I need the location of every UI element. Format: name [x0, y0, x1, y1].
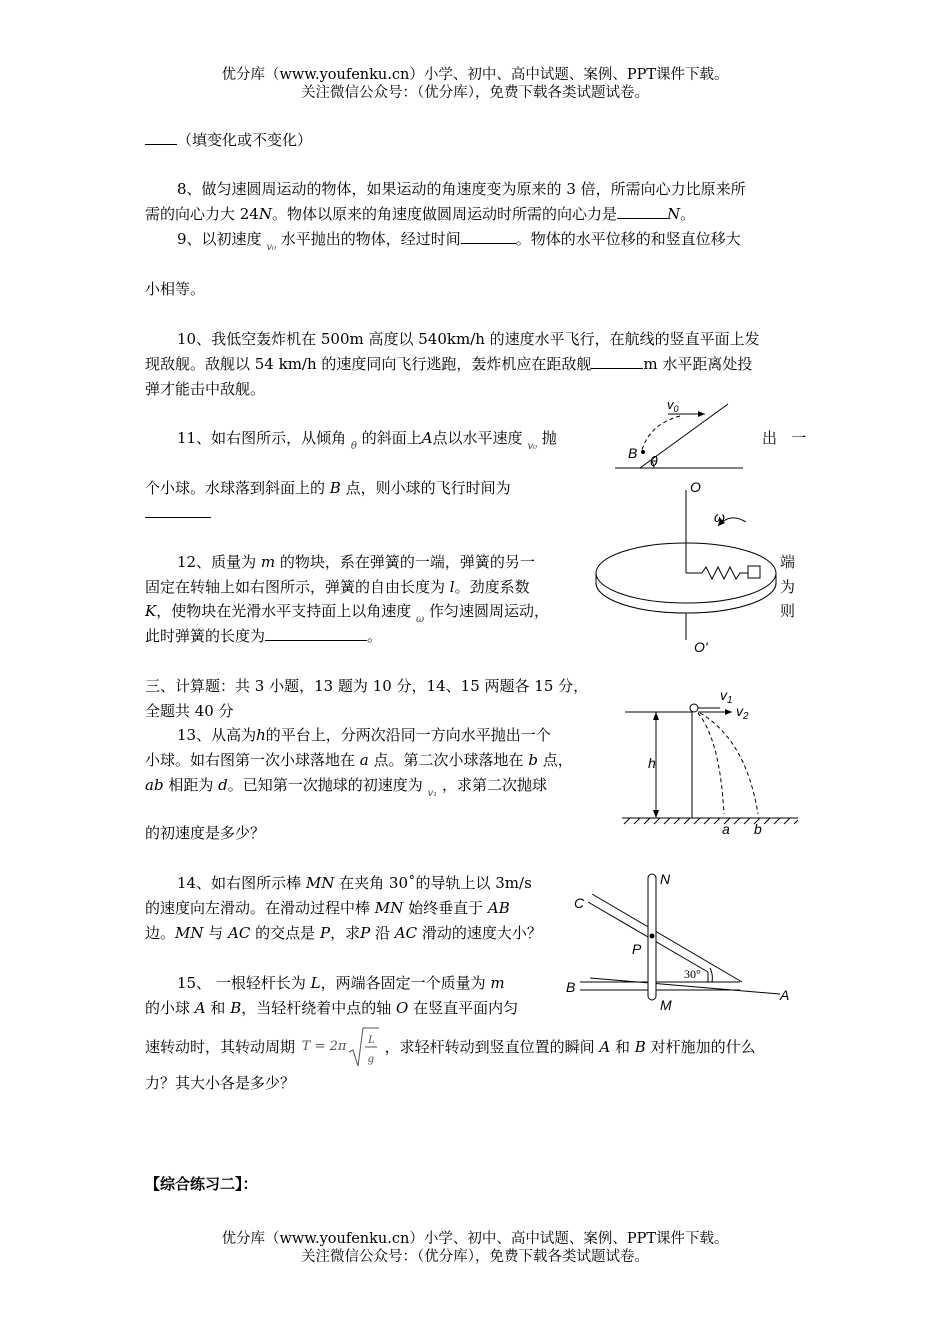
q13-line2: 小球。如右图第一次小球落地在 a 点。第二次小球落地在 b 点， — [145, 751, 573, 769]
figure-turntable — [590, 478, 780, 658]
q12-line1: 12、质量为 m 的物块，系在弹簧的一端，弹簧的另一 — [177, 553, 535, 571]
q12-line4: 此时弹簧的长度为 。 — [145, 627, 383, 645]
q14-line2: 的速度向左滑动。在滑动过程中棒 MN 始终垂直于 AB — [145, 899, 510, 917]
q8-line1: 8、做匀速圆周运动的物体，如果运动的角速度变为原来的 3 倍，所需向心力比原来所 — [177, 180, 746, 198]
angle-arc — [710, 968, 712, 982]
label-B: B — [628, 445, 638, 461]
label-Oprime: O' — [694, 639, 708, 655]
q7-tail: （填变化或不变化） — [145, 129, 312, 150]
svg-text:g: g — [367, 1051, 374, 1065]
label-a: a — [722, 821, 730, 837]
label-N: N — [660, 871, 671, 887]
label-M: M — [660, 997, 672, 1013]
q12-r3: 则 — [780, 602, 796, 620]
q15-line1: 15、 一根轻杆长为 L，两端各固定一个质量为 m — [177, 974, 505, 992]
label-omega: ω — [714, 509, 725, 525]
blank — [145, 130, 177, 145]
q12-r1: 端 — [780, 553, 796, 571]
label-B: B — [566, 979, 576, 995]
height-arrow-top — [653, 712, 659, 720]
q14-line1: 14、如右图所示棒 MN 在夹角 30˚的导轨上以 3m/s — [177, 874, 532, 892]
q13-line3: ab 相距为 d。已知第一次抛球的初速度为 $_{v_1}$ ，求第二次抛球 — [145, 776, 547, 799]
q10-line2: 现敌舰。敌舰以 54 km/h 的速度同向飞行逃跑，轰炸机应在距敌舰 m 水平距离处投 — [145, 355, 753, 373]
trajectory-a — [698, 713, 724, 814]
trajectory — [642, 416, 680, 450]
footer-line-2: 关注微信公众号：（优分库），免费下载各类试题试卷。 — [301, 1249, 649, 1265]
rail-AC-upper — [592, 894, 742, 982]
label-angle: 30° — [684, 967, 701, 981]
q11-line1-right: 出 一 — [762, 429, 807, 447]
section-title: 【综合练习二】： — [145, 1175, 258, 1193]
ground-hatch — [624, 818, 798, 824]
label-A: A — [780, 987, 790, 1003]
svg-text:L: L — [367, 1032, 375, 1046]
label-theta: θ — [650, 453, 658, 469]
q13-line1: 13、从高为h的平台上，分两次沿同一方向水平抛出一个 — [177, 726, 551, 744]
label-b: b — [754, 821, 762, 837]
sec3-line1: 三、计算题：共 3 小题，13 题为 10 分，14、15 两题各 15 分， — [145, 677, 589, 695]
q12-r2: 为 — [780, 578, 796, 596]
q14-line3: 边。MN 与 AC 的交点是 P，求P 沿 AC 滑动的速度大小？ — [145, 924, 542, 942]
figure-rails — [560, 864, 800, 1014]
q12-line3: K，使物块在光滑水平支持面上以角速度 $_\omega$ 作匀速圆周运动， — [145, 602, 549, 625]
block — [748, 566, 760, 578]
label-C: C — [574, 895, 585, 911]
footer-line-1: 优分库（www.youfenku.cn）小学、初中、高中试题、案例、PPT课件下载。 — [221, 1231, 729, 1247]
q11-blank — [145, 503, 211, 522]
label-v1: $v_1$ — [720, 687, 733, 706]
sqrt-fraction — [348, 1026, 380, 1070]
sec3-line2: 全题共 40 分 — [145, 702, 234, 720]
header-line-1: 优分库（www.youfenku.cn）小学、初中、高中试题、案例、PPT课件下载。 — [221, 67, 729, 83]
q10-line1: 10、我低空轰炸机在 500m 高度以 540km/h 的速度水平飞行，在航线的竖直平面上发 — [177, 330, 760, 348]
q12-line2: 固定在转轴上如右图所示，弹簧的自由长度为 l。劲度系数 — [145, 578, 530, 596]
q15-line2: 的小球 A 和 B，当轻杆绕着中点的轴 O 在竖直平面内匀 — [145, 999, 519, 1017]
figure-platform — [620, 680, 810, 840]
label-v0: $v_0$ — [667, 397, 679, 414]
height-arrow-bottom — [653, 810, 659, 818]
trajectory-b — [700, 713, 758, 814]
ball — [690, 704, 698, 712]
label-P: P — [632, 941, 642, 957]
q9-line2: 小相等。 — [145, 280, 206, 298]
label-O: O — [690, 479, 701, 495]
q15-line3: 速转动时，其转动周期 T = 2π L g ，求轻杆转动到竖直位置的瞬间 A 和 B 对杆施加的什么 — [145, 1036, 756, 1058]
q9-line1: 9、以初速度 $_{v_0}$ 水平抛出的物体，经过时间 。物体的水平位移的和竖直位移大 — [177, 230, 741, 253]
q15-line4: 力？其大小各是多少？ — [145, 1074, 296, 1092]
point-P — [650, 934, 655, 939]
ball — [641, 450, 645, 454]
label-h: h — [648, 755, 656, 771]
label-v2: $v_2$ — [736, 703, 749, 722]
q11-line2: 个小球。水球落到斜面上的 B 点，则小球的飞行时间为 — [145, 479, 511, 497]
figure-incline — [610, 392, 750, 472]
period-formula: T = 2π L g — [300, 1038, 380, 1058]
header-line-2: 关注微信公众号：（优分库），免费下载各类试题试卷。 — [301, 85, 649, 101]
arrow-v2-head — [725, 709, 732, 715]
q13-line4: 的初速度是多少？ — [145, 824, 266, 842]
q10-line3: 弹才能击中敌舰。 — [145, 380, 266, 398]
q11-line1: 11、如右图所示，从倾角 $_\theta$ 的斜面上A点以水平速度 $_{v_0}$ 抛 — [177, 429, 557, 452]
arrow-head — [698, 411, 705, 417]
q8-line2: 需的向心力大 24N。物体以原来的角速度做圆周运动时所需的向心力是 N。 — [145, 205, 696, 223]
